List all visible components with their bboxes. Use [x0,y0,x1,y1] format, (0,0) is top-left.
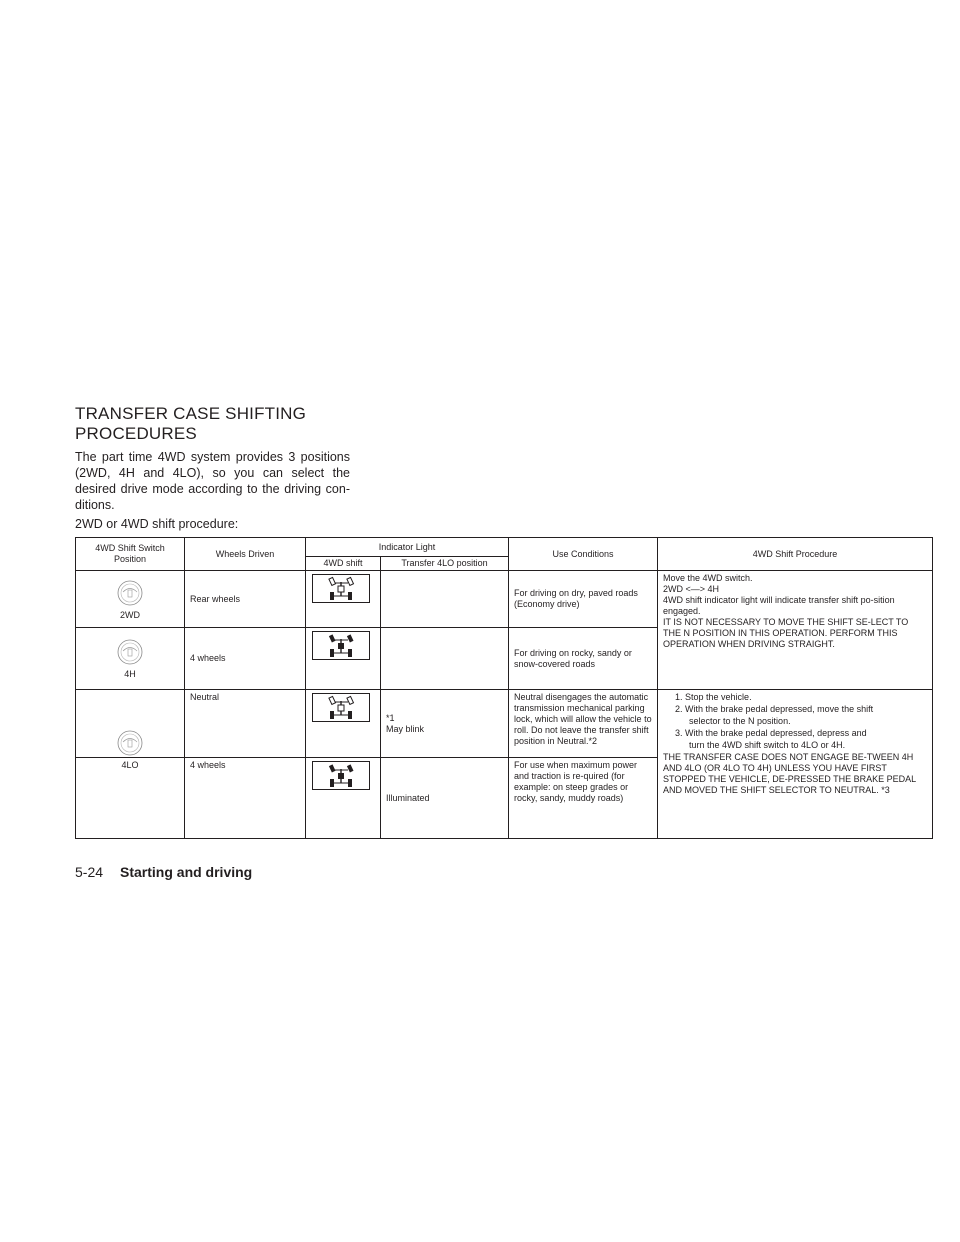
header-wheels-driven: Wheels Driven [185,538,306,571]
use-4h: For driving on rocky, sandy or snow-covered roads [509,628,658,690]
section-title [75,404,306,444]
indicator-4lo-cell [306,758,381,839]
wheels-4h: 4 wheels [185,628,306,690]
neutral-lo-status: May blink [386,723,425,734]
header-shift-procedure: 4WD Shift Procedure [658,538,933,571]
neutral-indicator-icon [312,693,370,722]
transfer-4lo-neutral-cell [381,690,509,758]
wheels-neutral: Neutral [185,690,306,758]
header-use-conditions: Use Conditions [509,538,658,571]
procedure-4lo-cell [658,690,933,839]
position-4lo-cell [76,758,185,839]
header-4wd-shift: 4WD shift [306,557,381,571]
wheels-2wd: Rear wheels [185,571,306,628]
four-wheel-low-indicator-icon [312,761,370,790]
header-transfer-4lo: Transfer 4LO position [381,557,509,571]
neutral-lo-note: *1 [386,712,395,723]
rear-wheel-drive-indicator-icon [312,574,370,603]
shift-procedure-table [75,537,933,839]
indicator-neutral-cell [306,690,381,758]
shift-switch-2wd-icon [117,580,143,606]
position-4h-cell [76,628,185,690]
position-4h-label: 4H [124,669,136,679]
position-2wd-label: 2WD [120,609,140,620]
transfer-4lo-status: Illuminated [381,758,509,839]
header-switch-position: 4WD Shift Switch Position [76,538,185,571]
procedure-2wd-4h-cell [658,571,933,690]
procedure-step-3: 3. With the brake pedal depressed, depress and [675,728,867,738]
section-title-line-2: PROCEDURES [75,424,197,443]
wheels-4lo: 4 wheels [185,758,306,839]
position-4lo-label: 4LO [121,760,139,770]
procedure-step-2-cont: selector to the N position. [689,716,791,726]
position-2wd-cell [76,571,185,628]
table-row [76,690,933,758]
page-number: 5-24 [75,864,104,880]
procedure-warning: THE TRANSFER CASE DOES NOT ENGAGE BE-TWEEN 4H AND 4LO (OR 4LO TO 4H) UNLESS YOU HAVE FIRST STOPPED THE VEHICLE, DE-PRESSED THE BRAKE PEDAL AND MOVED THE SHIFT SELECTOR TO NEUTRAL. *3 [663,752,916,795]
use-2wd: For driving on dry, paved roads (Economy drive) [509,571,658,628]
procedure-step-2: 2. With the brake pedal depressed, move the shift [675,704,874,714]
intro-paragraph: The part time 4WD system provides 3 positions (2WD, 4H and 4LO), so you can select the desired drive mode according to the driving con-ditions. [75,450,350,512]
use-neutral: Neutral disengages the automatic transmission mechanical parking lock, which will allow the vehicle to roll. Do not leave the transfer shift position in Neutral.*2 [509,690,658,758]
use-4lo: For use when maximum power and traction is re-quired (for example: on steep grades or rocky, sandy, muddy roads) [509,758,658,839]
table-row [76,571,933,628]
shift-switch-4lo-icon [117,730,143,756]
indicator-2wd-cell [306,571,381,628]
section-title-line-1: TRANSFER CASE SHIFTING [75,404,307,423]
indicator-4h-cell [306,628,381,690]
procedure-steps [663,692,927,751]
four-wheel-drive-indicator-icon [312,631,370,660]
shift-switch-4h-icon [117,639,143,665]
procedure-a-line-4: IT IS NOT NECESSARY TO MOVE THE SHIFT SE-LECT TO THE N POSITION IN THIS OPERATION. PERFORM THIS OPERATION WHEN DRIVING STRAIGHT. [663,617,909,649]
procedure-a-line-1: Move the 4WD switch. [663,573,753,583]
procedure-a-line-3: 4WD shift indicator light will indicate transfer shift po-sition engaged. [663,595,895,616]
procedure-step-1: 1. Stop the vehicle. [675,692,752,702]
transfer-4lo-2wd-cell [381,571,509,628]
transfer-4lo-4h-cell [381,628,509,690]
chapter-title: Starting and driving [120,864,253,880]
procedure-step-3-cont: turn the 4WD shift switch to 4LO or 4H. [689,740,846,750]
header-indicator-light: Indicator Light [306,538,509,557]
procedure-a-line-2: 2WD <—> 4H [663,584,720,594]
procedure-subheading: 2WD or 4WD shift procedure: [75,517,239,531]
